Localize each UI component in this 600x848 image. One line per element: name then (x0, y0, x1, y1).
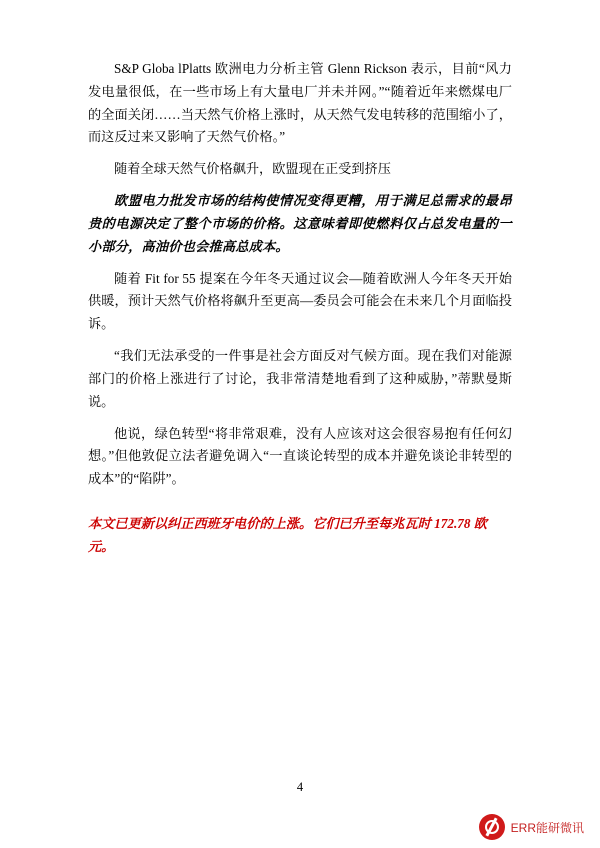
correction-note: 本文已更新以纠正西班牙电价的上涨。它们已升至每兆瓦时 172.78 欧元。 (88, 516, 487, 554)
paragraph-1: S&P Globa lPlatts 欧洲电力分析主管 Glenn Rickson 表示，目前“风力发电量很低，在一些市场上有大量电厂并未并网。”“随着近年来燃煤电厂的全面关闭……当天然气价格上涨时，从天然气发电转移的范围缩小了，而这反过来又影响了天然气价格。” (88, 61, 512, 145)
paragraph-2: 随着全球天然气价格飙升，欧盟现在正受到挤压 (114, 161, 391, 177)
err-circular-logo-icon (479, 814, 505, 840)
document-body (88, 58, 512, 558)
paragraph-5-quote: “我们无法承受的一件事是社会方面反对气候方面。现在我们对能源部门的价格上涨进行了讨论，我非常清楚地看到了这种威胁，”蒂默曼斯说。 (88, 348, 512, 409)
footer-brand-label: ERR能研微讯 (510, 820, 584, 835)
paragraph-6-quote: 他说，绿色转型“将非常艰难，没有人应该对这会很容易抱有任何幻想。”但他敦促立法者避免调入“一直谈论转型的成本并避免谈论非转型的成本”的“陷阱”。 (88, 425, 512, 487)
footer-watermark (479, 814, 584, 840)
paragraph-4: 随着 Fit for 55 提案在今年冬天通过议会—随着欧洲人今年冬天开始供暖，预计天然气价格将飙升至更高—委员会可能会在未来几个月面临投诉。 (88, 270, 512, 332)
page-number: 4 (296, 780, 304, 794)
paragraph-3-emphasis: 欧盟电力批发市场的结构使情况变得更糟，用于满足总需求的最昂贵的电源决定了整个市场的价格。这意味着即使燃料仅占总发电量的一小部分，高油价也会推高总成本。 (88, 193, 512, 254)
